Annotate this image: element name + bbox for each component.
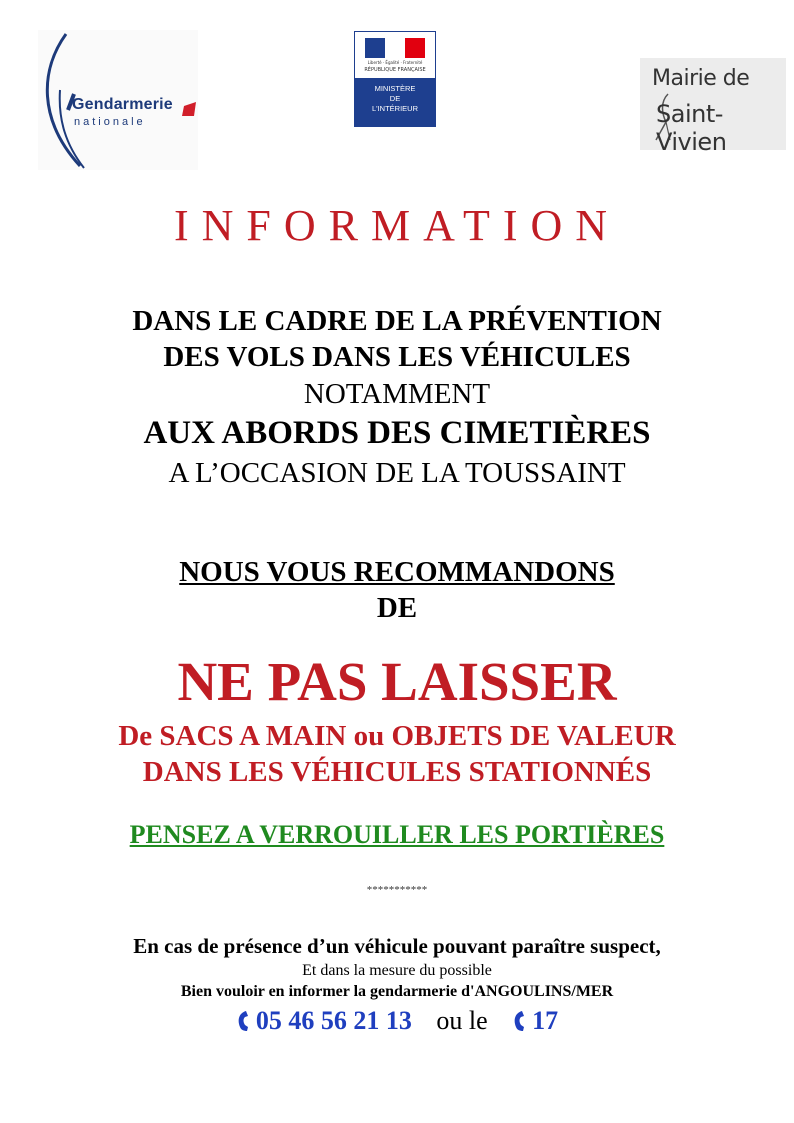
lock-notice: PENSEZ A VERROUILLER LES PORTIÈRES <box>129 820 665 849</box>
phone-or-text: ou le <box>436 1006 488 1035</box>
gendarmerie-logo-subtext: nationale <box>74 116 146 128</box>
phone-number-1[interactable]: 05 46 56 21 13 <box>255 1006 412 1035</box>
contact-line-2: Et dans la mesure du possible <box>302 962 492 979</box>
intro-line-5: A L’OCCASION DE LA TOUSSAINT <box>168 457 626 489</box>
republic-motto: Liberté · Égalité · Fraternité <box>367 60 423 65</box>
intro-line-4: AUX ABORDS DES CIMETIÈRES <box>143 415 651 451</box>
phone-icon <box>236 1010 250 1032</box>
contact-line-1: En cas de présence d’un véhicule pouvant paraître suspect, <box>133 934 661 958</box>
phone-row <box>0 1006 794 1036</box>
recommend-line-1-wrap <box>0 556 794 589</box>
recommend-line-2: DE <box>376 592 418 624</box>
recommend-line-1: NOUS VOUS RECOMMANDONS <box>179 556 615 588</box>
ministere-line2: DE <box>389 94 401 103</box>
warning-line-2: DANS LES VÉHICULES STATIONNÉS <box>142 756 652 788</box>
ministere-interieur-logo <box>354 31 436 127</box>
phone-icon <box>512 1010 526 1032</box>
separator: *********** <box>366 884 428 896</box>
phone-number-2[interactable]: 17 <box>532 1006 559 1035</box>
mairie-logo-line1: Mairie de <box>652 66 750 91</box>
marianne-flag-icon <box>365 38 425 58</box>
intro-line-1: DANS LE CADRE DE LA PRÉVENTION <box>132 305 662 337</box>
warning-headline: NE PAS LAISSER <box>177 651 617 712</box>
mairie-logo-line2: Saint-Vivien <box>656 100 727 156</box>
intro-line-3: NOTAMMENT <box>303 378 491 410</box>
gendarmerie-logo-text: Gendarmerie <box>72 96 173 113</box>
ministere-line1: MINISTÈRE <box>374 84 416 93</box>
warning-line-1: De SACS A MAIN ou OBJETS DE VALEUR <box>118 720 676 752</box>
intro-line-2: DES VOLS DANS LES VÉHICULES <box>163 341 631 373</box>
gendarmerie-logo <box>38 30 198 170</box>
ministere-line3: L'INTÉRIEUR <box>371 104 419 113</box>
contact-line-3: Bien vouloir en informer la gendarmerie d'ANGOULINS/MER <box>180 983 614 1000</box>
mairie-saint-vivien-logo <box>640 58 786 156</box>
republic-label: RÉPUBLIQUE FRANÇAISE <box>364 67 426 73</box>
page-title: INFORMATION <box>173 201 621 250</box>
